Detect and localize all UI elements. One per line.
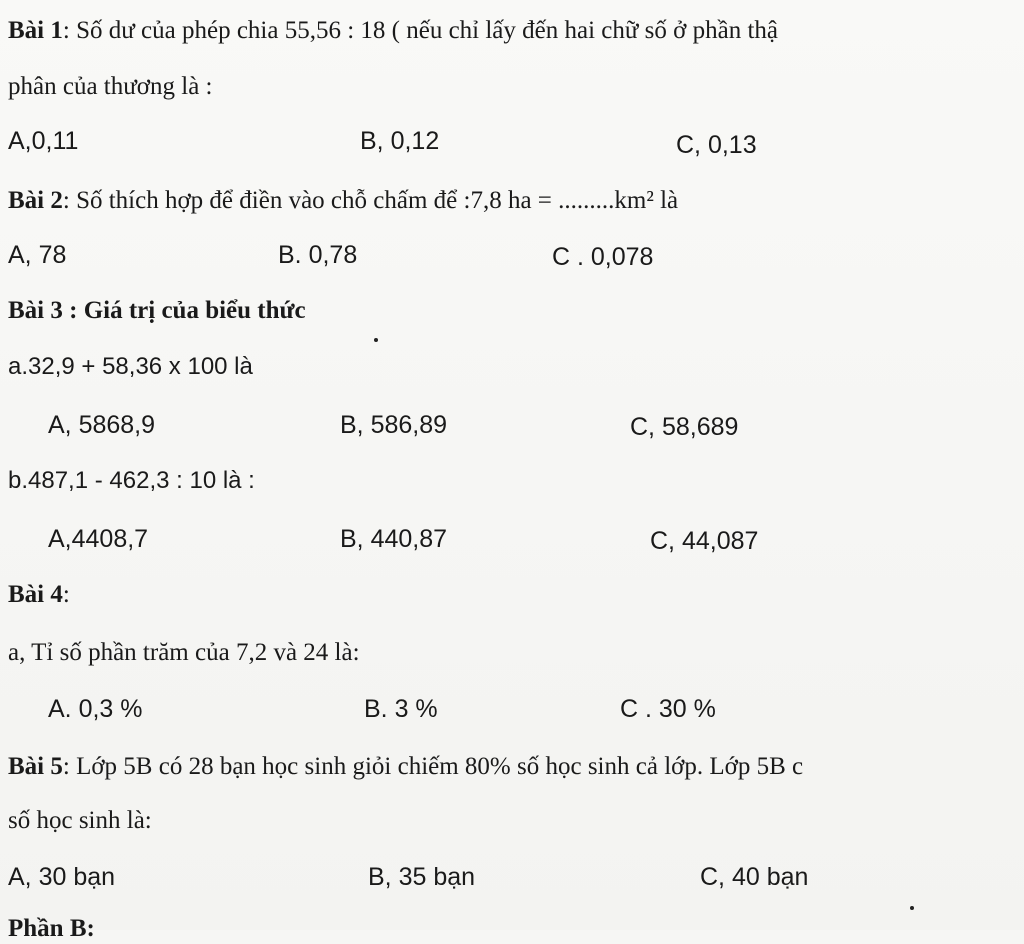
bai3a-option-c: C, 58,689	[630, 413, 739, 441]
bai2-label: Bài 2	[8, 187, 63, 214]
bai1-option-b: B, 0,12	[360, 127, 440, 155]
bai3-part-a-text: a.32,9 + 58,36 x 100 là	[8, 353, 253, 380]
bai1-label: Bài 1	[8, 17, 63, 44]
bai5-text-line1: : Lớp 5B có 28 bạn học sinh giỏi chiếm 80% số học sinh cả lớp. Lớp 5B c	[62, 753, 804, 780]
bai2-question	[8, 186, 678, 216]
bai1-text-line1: : Số dư của phép chia 55,56 : 18 ( nếu chỉ lấy đến hai chữ số ở phần thậ	[62, 17, 779, 44]
bai2-option-b: B. 0,78	[278, 241, 358, 269]
bai3-part-b-text: b.487,1 - 462,3 : 10 là :	[8, 467, 255, 494]
ink-dot	[910, 906, 914, 910]
bai3b-option-c: C, 44,087	[650, 527, 759, 555]
bai3b-option-b: B, 440,87	[340, 525, 448, 553]
bai3b-option-a: A,4408,7	[48, 525, 149, 553]
bai3a-option-a: A, 5868,9	[48, 411, 156, 439]
bai3-text: : Giá trị của biểu thức	[62, 297, 306, 324]
bai4-colon: :	[62, 581, 70, 608]
bai1-question-line1	[8, 16, 778, 46]
bai2-option-c: C . 0,078	[552, 243, 654, 271]
bai5-question-line1	[8, 752, 803, 782]
bai3a-option-b: B, 586,89	[340, 411, 448, 439]
bai4-heading	[8, 580, 70, 610]
bai4-option-c: C . 30 %	[620, 695, 716, 723]
next-section-heading: Phần B:	[8, 915, 95, 942]
bai4-label: Bài 4	[8, 581, 63, 608]
bai4-option-b: B. 3 %	[364, 695, 438, 723]
bai1-option-a: A,0,11	[8, 127, 79, 155]
bai1-option-c: C, 0,13	[676, 131, 757, 159]
bai5-question-line2: số học sinh là:	[8, 807, 152, 834]
bai3-question	[8, 296, 306, 326]
bai1-question-line2: phân của thương là :	[8, 73, 213, 100]
bai5-option-b: B, 35 bạn	[368, 863, 476, 891]
bai2-option-a: A, 78	[8, 241, 67, 269]
bai5-option-a: A, 30 bạn	[8, 863, 116, 891]
bai5-label: Bài 5	[8, 753, 63, 780]
bai4-part-a-text: a, Tỉ số phần trăm của 7,2 và 24 là:	[8, 639, 360, 666]
bai5-option-c: C, 40 bạn	[700, 863, 809, 891]
bai3-label: Bài 3	[8, 297, 63, 324]
bai2-text: : Số thích hợp để điền vào chỗ chấm để :7,8 ha = .........km² là	[62, 187, 679, 214]
bai4-option-a: A. 0,3 %	[48, 695, 143, 723]
ink-dot	[374, 338, 378, 342]
